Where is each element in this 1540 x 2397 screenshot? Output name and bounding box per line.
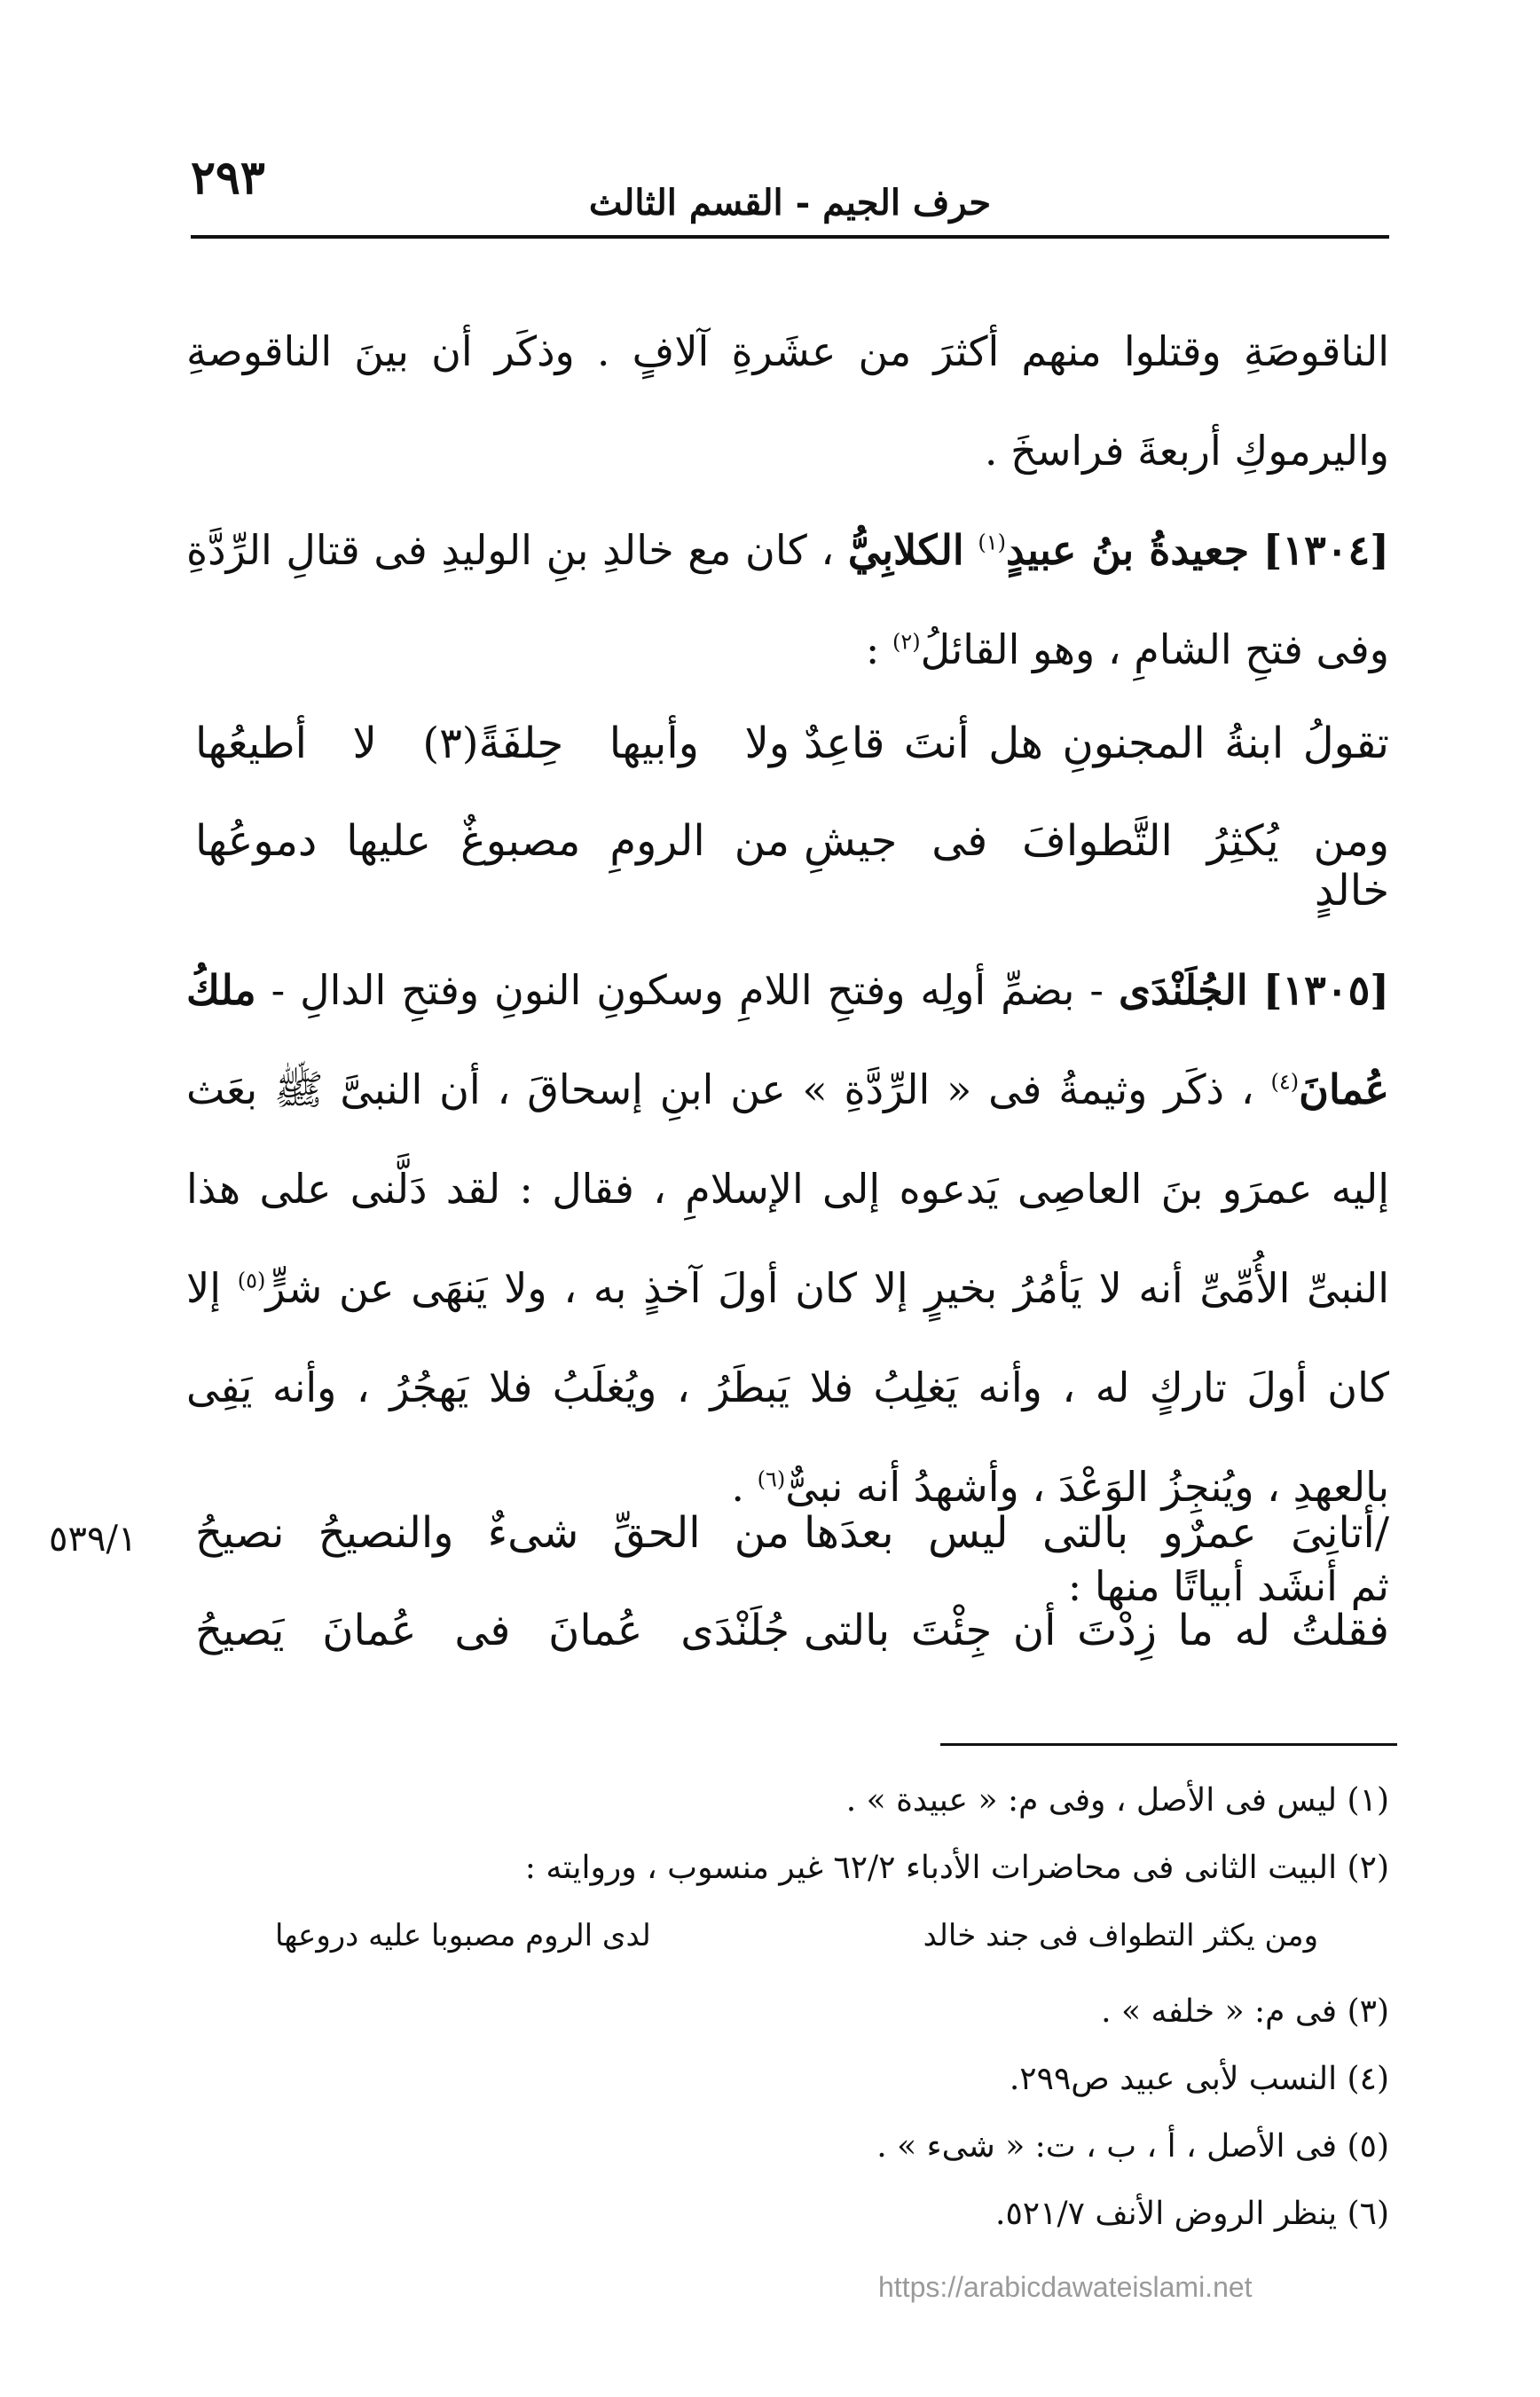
verse-first-hemistich: فقلتُ له ما زِدْتَ أن جِئْتَ بالتى — [804, 1606, 1389, 1655]
footnote-5: (٥) فى الأصل ، أ ، ب ، ت: « شىء » . — [876, 2128, 1389, 2165]
verse-line — [186, 1606, 1389, 1703]
entry-text: ، كان مع خالدِ بنِ الوليدِ فى قتالِ الرِّدَّةِ وفى فتحِ الشامِ ، وهو القائلُ — [186, 526, 1389, 673]
footnote-2: (٢) البيت الثانى فى محاضرات الأدباء ٦٢/٢ غير منسوب ، وروايته : — [524, 1850, 1389, 1886]
entry-number: [١٣٠٥] — [1262, 966, 1390, 1014]
entry-vocalization: - بضمِّ أولِه وفتحِ اللامِ وسكونِ النونِ وفتحِ الدالِ - — [271, 966, 1104, 1014]
footnote-4: (٤) النسب لأبى عبيد ص٢٩٩. — [1009, 2061, 1389, 2097]
margin-volume-page-ref: ٥٣٩/١ — [49, 1519, 138, 1560]
page-number: ٢٩٣ — [191, 151, 265, 205]
main-text — [186, 302, 1389, 699]
entry-nisba: الكلابِيُّ — [847, 526, 964, 574]
verse-first-hemistich: ومن يُكثِرُ التَّطوافَ فى جيشِ خالدٍ — [804, 816, 1389, 916]
verse-second-hemistich: جُلَنْدَى عُمانَ فى عُمانَ يَصيحُ — [195, 1606, 790, 1655]
footnote-ref: (٤) — [1270, 1069, 1300, 1095]
entry-number: [١٣٠٤] — [1262, 526, 1390, 574]
verse-second-hemistich: من الرومِ مصبوغٌ عليها دموعُها — [195, 816, 790, 866]
footnote-3: (٣) فى م: « خلفه » . — [1101, 1993, 1389, 2030]
entry-1305 — [186, 940, 1389, 1536]
footnote-1: (١) ليس فى الأصل ، وفى م: « عبيدة » . — [845, 1782, 1389, 1819]
entry-name: الجُلَنْدَى — [1118, 966, 1248, 1014]
verse-line — [186, 719, 1389, 816]
footnote-verse-first-hemistich: ومن يكثر التطواف فى جند خالد — [923, 1918, 1318, 1953]
entry-colon: : — [865, 625, 880, 673]
footnote-separator — [940, 1743, 1397, 1746]
footnote-ref: (٢) — [892, 629, 921, 655]
poem-julanda — [186, 1508, 1389, 1703]
verse-line — [186, 816, 1389, 914]
entry-text: ، ذكَر وثيمةُ فى « الرِّدَّةِ » عن ابنِ إسحاقَ ، أن النبىَّ ﷺ بعَث إليه عمرَو بنَ العاصِى يَدعوه إلى الإسلامِ ، فقال : لقد دَلَّنى على هذا النبىِّ الأُمِّىِّ أنه لا يَأمُرُ بخيرٍ إلا كان أولَ آخذٍ به ، ولا يَنهَى عن شرٍّ — [186, 1065, 1389, 1312]
verse-first-hemistich: تقولُ ابنةُ المجنونِ هل أنتَ قاعِدٌ — [804, 719, 1389, 768]
entry-period: . — [731, 1463, 745, 1511]
footnote-ref: (٥) — [237, 1268, 266, 1293]
verse-line — [186, 1508, 1389, 1606]
footnote-ref: (٦) — [757, 1466, 786, 1492]
entry-name: جعيدةُ بنُ عبيدٍ — [1006, 526, 1250, 574]
page-header — [191, 151, 1389, 239]
paragraph-naqusa: الناقوصَةِ وقتلوا منهم أكثرَ من عشَرةِ آلافٍ . وذكَر أن بينَ الناقوصةِ واليرموكِ أربعةَ فراسخَ . — [186, 327, 1389, 475]
footnote-ref: (١) — [978, 530, 1006, 555]
verse-second-hemistich: ولا وأبيها حِلفَةً(٣) لا أطيعُها — [195, 719, 790, 768]
running-title: حرف الجيم - القسم الثالث — [588, 182, 992, 224]
entry-text: إلا كان أولَ تاركٍ له ، وأنه يَغلِبُ فلا يَبطَرُ ، ويُغلَبُ فلا يَهجُرُ ، وأنه يَفِى بالعهدِ ، ويُنجِزُ الوَعْدَ ، وأشهدُ أنه نبىٌّ — [186, 1264, 1389, 1511]
footnote-6: (٦) ينظر الروض الأنف ٥٢١/٧. — [995, 2196, 1389, 2232]
poem-jaideh — [186, 719, 1389, 914]
verse-first-hemistich: /أتانِىَ عمرٌو بالتى ليس بعدَها — [804, 1508, 1389, 1558]
watermark-url: https://arabicdawateislami.net — [878, 2271, 1253, 2303]
footnote-2-verse — [186, 1900, 1389, 1977]
footnote-verse-second-hemistich: لدى الروم مصبوبا عليه دروعها — [275, 1918, 651, 1953]
poem-intro: ثم أنشَد أبياتًا منها : — [1067, 1562, 1389, 1610]
entry-title: ملكُ عُمانَ — [186, 966, 1389, 1113]
entry-1304 — [186, 500, 1389, 699]
verse-second-hemistich: من الحقِّ شىءٌ والنصيحُ نصيحُ — [195, 1508, 790, 1558]
footnotes — [186, 1765, 1389, 2246]
